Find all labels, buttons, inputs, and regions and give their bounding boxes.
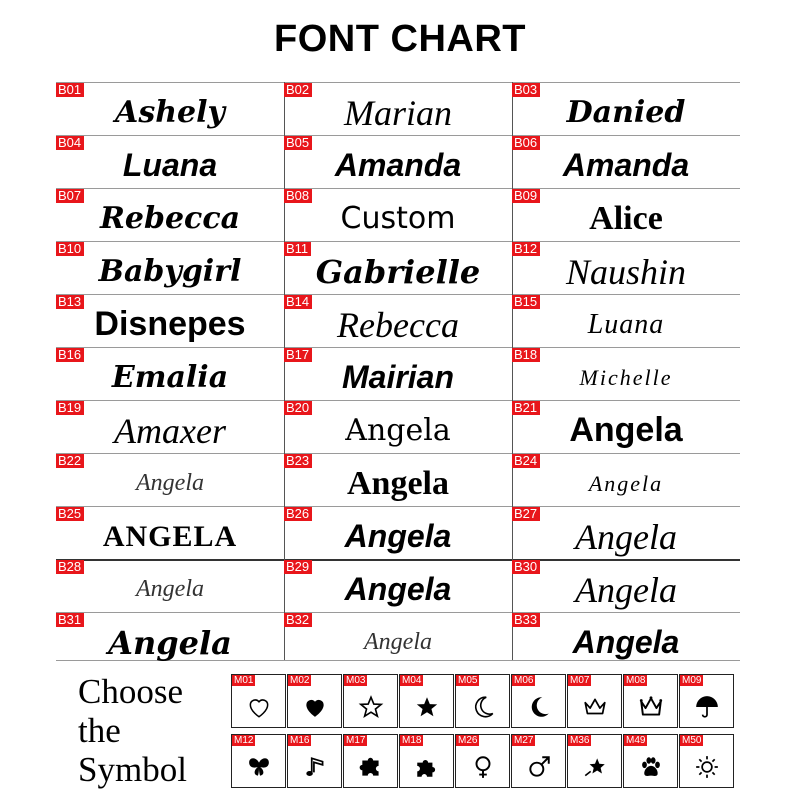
heart-outline-icon bbox=[232, 687, 285, 727]
font-sample-text: Emalia bbox=[111, 360, 229, 395]
font-code-badge: B05 bbox=[284, 136, 312, 150]
font-option-b24[interactable] bbox=[512, 454, 740, 507]
symbol-code-badge: M08 bbox=[626, 675, 646, 686]
font-code-badge: B30 bbox=[512, 560, 540, 574]
font-sample-text: Marian bbox=[344, 92, 452, 133]
symbol-code-badge: M06 bbox=[514, 675, 534, 686]
font-option-b09[interactable] bbox=[512, 189, 740, 242]
symbol-option-m16[interactable] bbox=[287, 734, 342, 788]
symbol-option-m03[interactable] bbox=[343, 674, 398, 728]
font-code-badge: B22 bbox=[56, 454, 84, 468]
symbol-option-m17[interactable] bbox=[343, 734, 398, 788]
symbol-option-m05[interactable] bbox=[455, 674, 510, 728]
font-option-b10[interactable] bbox=[56, 242, 284, 295]
symbol-code-badge: M09 bbox=[682, 675, 702, 686]
shooting-star-icon bbox=[568, 747, 621, 787]
font-sample-text: Angela bbox=[575, 516, 677, 557]
font-option-b30[interactable] bbox=[512, 560, 740, 613]
font-sample-text: Babygirl bbox=[98, 254, 242, 289]
font-option-b04[interactable] bbox=[56, 136, 284, 189]
font-sample-text: Angela bbox=[588, 470, 664, 496]
umbrella-icon bbox=[680, 687, 733, 727]
font-sample-text: Angela bbox=[344, 518, 452, 554]
font-code-badge: B15 bbox=[512, 295, 540, 309]
font-code-badge: B26 bbox=[284, 507, 312, 521]
symbol-option-m36[interactable] bbox=[567, 734, 622, 788]
font-code-badge: B21 bbox=[512, 401, 540, 415]
font-sample-text: Angela bbox=[572, 624, 680, 660]
symbol-code-badge: M49 bbox=[626, 735, 646, 746]
font-code-badge: B19 bbox=[56, 401, 84, 415]
font-sample-text: Naushin bbox=[565, 251, 687, 292]
font-code-badge: B29 bbox=[284, 560, 312, 574]
symbol-option-m07[interactable] bbox=[567, 674, 622, 728]
music-note-icon bbox=[288, 747, 341, 787]
font-sample-text: Amaxer bbox=[114, 410, 226, 451]
font-code-badge: B28 bbox=[56, 560, 84, 574]
symbol-option-m27[interactable] bbox=[511, 734, 566, 788]
symbol-code-badge: M16 bbox=[290, 735, 310, 746]
font-option-b20[interactable] bbox=[284, 401, 512, 454]
font-option-b16[interactable] bbox=[56, 348, 284, 401]
font-sample-text: Angela bbox=[347, 464, 449, 502]
font-code-badge: B23 bbox=[284, 454, 312, 468]
font-option-b02[interactable] bbox=[284, 83, 512, 136]
font-sample-text: Danied bbox=[566, 95, 686, 130]
font-option-b14[interactable] bbox=[284, 295, 512, 348]
heart-filled-icon bbox=[288, 687, 341, 727]
choose-line-3: Symbol bbox=[78, 750, 187, 789]
crown-icon bbox=[568, 687, 621, 727]
font-code-badge: B04 bbox=[56, 136, 84, 150]
symbol-code-badge: M36 bbox=[570, 735, 590, 746]
symbol-option-m06[interactable] bbox=[511, 674, 566, 728]
symbol-option-m09[interactable] bbox=[679, 674, 734, 728]
font-code-badge: B27 bbox=[512, 507, 540, 521]
font-code-badge: B12 bbox=[512, 242, 540, 256]
crescent-filled-icon bbox=[512, 687, 565, 727]
font-code-badge: B08 bbox=[284, 189, 312, 203]
font-option-b07[interactable] bbox=[56, 189, 284, 242]
font-code-badge: B11 bbox=[284, 242, 311, 256]
font-code-badge: B03 bbox=[512, 83, 540, 97]
symbol-code-badge: M17 bbox=[346, 735, 366, 746]
symbol-option-m49[interactable] bbox=[623, 734, 678, 788]
font-sample-text: Angela bbox=[575, 569, 677, 610]
font-code-badge: B14 bbox=[284, 295, 312, 309]
font-code-badge: B25 bbox=[56, 507, 84, 521]
font-option-b06[interactable] bbox=[512, 136, 740, 189]
font-code-badge: B06 bbox=[512, 136, 540, 150]
font-sample-text: Ashely bbox=[115, 95, 225, 130]
symbol-code-badge: M03 bbox=[346, 675, 366, 686]
font-option-b18[interactable] bbox=[512, 348, 740, 401]
font-code-badge: B16 bbox=[56, 348, 84, 362]
paw-icon bbox=[624, 747, 677, 787]
symbol-grid bbox=[231, 674, 735, 790]
symbol-code-badge: M12 bbox=[234, 735, 254, 746]
font-option-b31[interactable] bbox=[56, 613, 284, 666]
symbol-option-m08[interactable] bbox=[623, 674, 678, 728]
font-option-b01[interactable] bbox=[56, 83, 284, 136]
crescent-outline-icon bbox=[456, 687, 509, 727]
font-sample-text: Angela bbox=[345, 413, 451, 448]
font-code-badge: B10 bbox=[56, 242, 84, 256]
font-sample-text: Michelle bbox=[579, 364, 673, 390]
font-code-badge: B24 bbox=[512, 454, 540, 468]
symbol-code-badge: M50 bbox=[682, 735, 702, 746]
font-option-b17[interactable] bbox=[284, 348, 512, 401]
symbol-option-m12[interactable] bbox=[231, 734, 286, 788]
font-option-b28[interactable] bbox=[56, 560, 284, 613]
font-sample-text: Mairian bbox=[341, 359, 455, 395]
symbol-code-badge: M01 bbox=[234, 675, 254, 686]
font-code-badge: B17 bbox=[284, 348, 312, 362]
font-option-b33[interactable] bbox=[512, 613, 740, 666]
font-sample-text: Gabrielle bbox=[315, 252, 481, 291]
font-sample-text: Angela bbox=[364, 629, 432, 655]
font-code-badge: B32 bbox=[284, 613, 312, 627]
font-option-b27[interactable] bbox=[512, 507, 740, 560]
symbol-option-m02[interactable] bbox=[287, 674, 342, 728]
font-code-badge: B31 bbox=[56, 613, 84, 627]
font-code-badge: B20 bbox=[284, 401, 312, 415]
font-sample-text: Angela bbox=[136, 576, 204, 602]
choose-symbol-heading bbox=[78, 672, 187, 789]
symbol-code-badge: M05 bbox=[458, 675, 478, 686]
font-code-badge: B01 bbox=[56, 83, 84, 97]
female-symbol-icon bbox=[456, 747, 509, 787]
symbol-option-m26[interactable] bbox=[455, 734, 510, 788]
choose-line-1: Choose bbox=[78, 672, 183, 711]
font-sample-text: Amanda bbox=[334, 147, 462, 183]
font-option-b25[interactable] bbox=[56, 507, 284, 560]
font-sample-text: Custom bbox=[340, 201, 456, 236]
font-sample-text: Angela bbox=[569, 411, 683, 449]
font-sample-text: Angela bbox=[344, 571, 452, 607]
font-option-b15[interactable] bbox=[512, 295, 740, 348]
font-code-badge: B09 bbox=[512, 189, 540, 203]
font-sample-text: Luana bbox=[122, 147, 218, 183]
symbol-option-m04[interactable] bbox=[399, 674, 454, 728]
font-sample-text: Disnepes bbox=[94, 305, 246, 343]
star-filled-icon bbox=[400, 687, 453, 727]
symbol-code-badge: M27 bbox=[514, 735, 534, 746]
male-symbol-icon bbox=[512, 747, 565, 787]
font-option-b03[interactable] bbox=[512, 83, 740, 136]
symbol-option-m18[interactable] bbox=[399, 734, 454, 788]
font-sample-text: Angela bbox=[136, 470, 204, 496]
butterfly-icon bbox=[232, 747, 285, 787]
symbol-code-badge: M04 bbox=[402, 675, 422, 686]
font-sample-text: Luana bbox=[587, 308, 665, 340]
font-option-b22[interactable] bbox=[56, 454, 284, 507]
sun-icon bbox=[680, 747, 733, 787]
font-code-badge: B13 bbox=[56, 295, 84, 309]
font-option-b11[interactable] bbox=[284, 242, 512, 295]
font-option-b32[interactable] bbox=[284, 613, 512, 666]
font-option-b05[interactable] bbox=[284, 136, 512, 189]
font-sample-text: Alice bbox=[589, 199, 663, 237]
font-option-b19[interactable] bbox=[56, 401, 284, 454]
puzzle-piece-icon bbox=[344, 747, 397, 787]
font-option-b12[interactable] bbox=[512, 242, 740, 295]
symbol-option-m50[interactable] bbox=[679, 734, 734, 788]
font-sample-text: Amanda bbox=[562, 147, 690, 183]
symbol-code-badge: M26 bbox=[458, 735, 478, 746]
font-option-b08[interactable] bbox=[284, 189, 512, 242]
puzzle-piece-alt-icon bbox=[400, 747, 453, 787]
font-code-badge: B18 bbox=[512, 348, 540, 362]
chart-title: FONT CHART bbox=[274, 18, 526, 60]
font-sample-text: Rebecca bbox=[337, 304, 459, 345]
font-sample-text: Rebecca bbox=[99, 201, 241, 236]
font-grid bbox=[56, 82, 740, 660]
font-option-b26[interactable] bbox=[284, 507, 512, 560]
font-sample-text: ANGELA bbox=[102, 519, 238, 553]
crown-tall-icon bbox=[624, 687, 677, 727]
font-code-badge: B33 bbox=[512, 613, 540, 627]
symbol-code-badge: M18 bbox=[402, 735, 422, 746]
symbol-code-badge: M07 bbox=[570, 675, 590, 686]
font-option-b29[interactable] bbox=[284, 560, 512, 613]
font-option-b23[interactable] bbox=[284, 454, 512, 507]
symbol-code-badge: M02 bbox=[290, 675, 310, 686]
font-code-badge: B02 bbox=[284, 83, 312, 97]
font-option-b13[interactable] bbox=[56, 295, 284, 348]
font-option-b21[interactable] bbox=[512, 401, 740, 454]
font-code-badge: B07 bbox=[56, 189, 84, 203]
star-outline-icon bbox=[344, 687, 397, 727]
choose-line-2: the bbox=[78, 711, 121, 750]
font-sample-text: Angela bbox=[108, 623, 232, 662]
symbol-option-m01[interactable] bbox=[231, 674, 286, 728]
